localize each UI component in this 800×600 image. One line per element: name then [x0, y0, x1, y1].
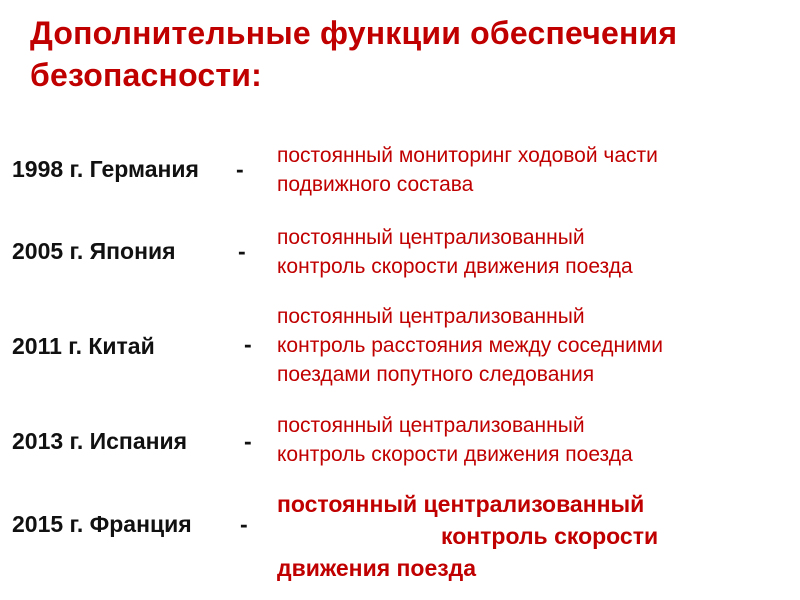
row-3-desc-line-1: постоянный централизованный	[277, 305, 585, 328]
row-5-desc-line-2: контроль скорости	[441, 523, 659, 549]
row-2-dash: -	[238, 238, 246, 264]
row-4-dash: -	[244, 428, 252, 454]
row-1-desc-line-2: подвижного состава	[277, 173, 474, 196]
row-2-description	[277, 223, 787, 281]
slide-title	[30, 12, 770, 96]
row-5-desc-line-3: движения поезда	[277, 555, 477, 581]
row-3-desc-line-3: поездами попутного следования	[277, 363, 595, 386]
row-2-desc-line-1: постоянный централизованный	[277, 226, 585, 249]
row-2-desc-line-2: контроль скорости движения поезда	[277, 255, 633, 278]
row-1-label: 1998 г. Германия	[12, 156, 199, 182]
row-4-description	[277, 411, 787, 469]
title-line-1: Дополнительные функции обеспечения	[30, 15, 678, 51]
row-3-dash: -	[244, 331, 252, 357]
row-1-description	[277, 141, 787, 199]
row-1-dash: -	[236, 156, 244, 182]
row-3-description	[277, 302, 787, 389]
title-line-2: безопасности:	[30, 57, 262, 93]
row-5-description	[277, 488, 787, 584]
row-4-desc-line-1: постоянный централизованный	[277, 414, 585, 437]
row-4-desc-line-2: контроль скорости движения поезда	[277, 443, 633, 466]
row-2-label: 2005 г. Япония	[12, 238, 176, 264]
row-3-label: 2011 г. Китай	[12, 333, 155, 359]
row-5-label: 2015 г. Франция	[12, 511, 192, 537]
row-4-label: 2013 г. Испания	[12, 428, 188, 454]
row-5-dash: -	[240, 511, 248, 537]
row-1-desc-line-1: постоянный мониторинг ходовой части	[277, 144, 658, 167]
row-5-desc-line-1: постоянный централизованный	[277, 491, 645, 517]
row-3-desc-line-2: контроль расстояния между соседними	[277, 334, 663, 357]
